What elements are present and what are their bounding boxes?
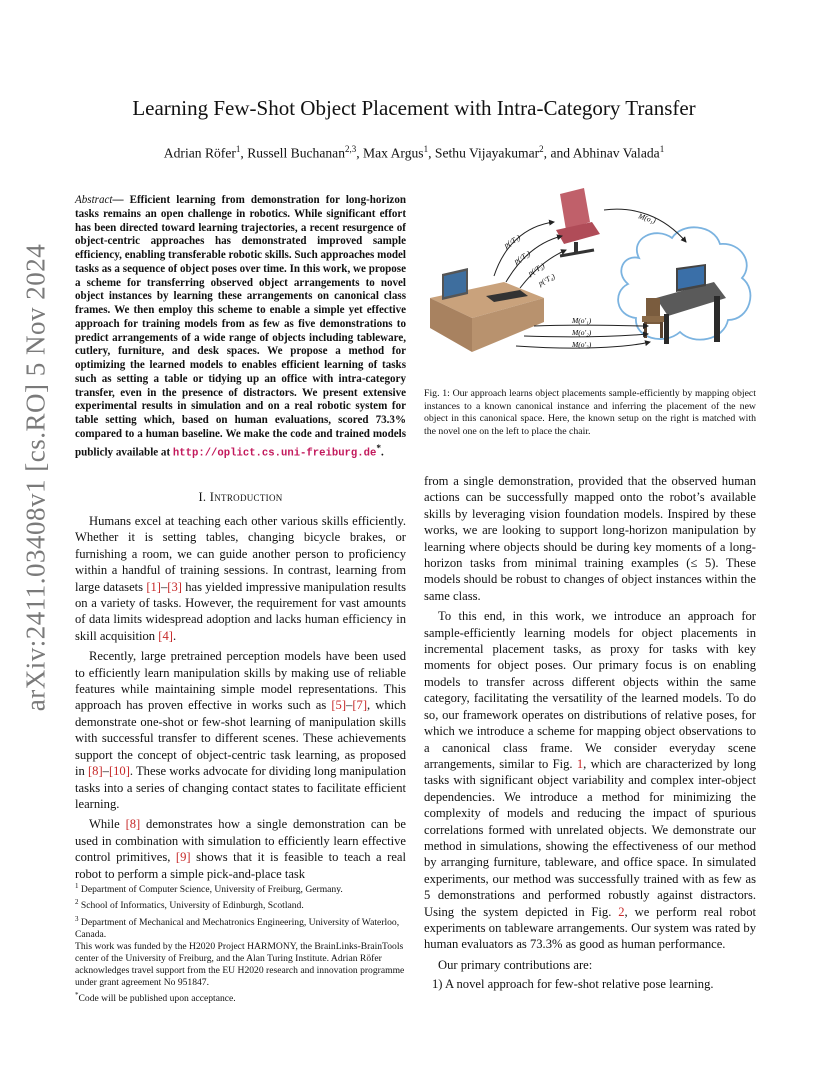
paragraph-text: has yielded impressive manipulation results on a variety of tasks. However, the requirement for vast amounts of data limits widespread adoption and lacks human efficiency in skill acquisition: [75, 579, 406, 643]
footnote-affiliation-1: [75, 880, 406, 896]
figure-1-illustration: [424, 186, 756, 372]
abstract-label: Abstract: [75, 194, 113, 206]
citation-link[interactable]: [9]: [175, 850, 191, 865]
citation-link[interactable]: [8]: [87, 764, 103, 779]
author-affiliation-mark: 1: [423, 144, 429, 154]
author-name: Adrian Röfer: [163, 145, 236, 161]
range-dash: –: [161, 579, 168, 594]
range-dash: –: [102, 764, 109, 779]
paragraph: from a single demonstration, provided that the observed human actions can be successfully mapped onto the robot’s available skills by leveraging vision foundation models. Inspired by these works, we are looking to support long-horizon manipulation by learning where objects should be during key moments of a long-horizon tasks from minimal training examples (≤ 5). These models should be robust to changes of object instances within the same class.: [424, 474, 756, 603]
abstract: [75, 194, 406, 461]
paragraph-text: shows that it is feasible to teach a real robot to perform a simple pick-and-place task: [75, 850, 406, 881]
footnote-text: This work was funded by the H2020 Project HARMONY, the BrainLinks-BrainTools center of the University of Freiburg, and the Alan Turing Institute. Adrian Röfer acknowledges travel support from the EU H2020 research and innovation programme under grant agreement No 951847.: [75, 940, 405, 989]
author-affiliation-mark: 2: [539, 144, 544, 154]
paragraph-text: .: [172, 628, 177, 643]
paragraph-text: . These works advocate for dividing long manipulation tasks into a series of changing contact states to facilitate efficient learning.: [75, 764, 406, 811]
footnote-mark: *: [75, 991, 79, 1000]
mapping-label: M(o′₃): [572, 340, 592, 349]
footnote-affiliation-2: [75, 896, 406, 912]
paragraph: [424, 608, 756, 953]
paragraph-text: While: [89, 817, 126, 832]
footnote-affiliation-3: [75, 913, 406, 941]
author-name: Sethu Vijayakumar: [434, 145, 540, 161]
paragraph-text: To this end, in this work, we introduce an approach for sample-efficiently learning models for object placements in incremental placement tasks, as proxy for tasks with key moments for object poses. Our primary focus is on enabling models to transfer across different objects within the same category, facilitating the versatility of the learned models. To do so, our framework operates on distributions of relative poses, for which we introduce a scheme for mapping object observations to a canonical class frame. We consider everyday scene arrangements, similar to Fig.: [424, 609, 756, 771]
author-name: Max Argus: [363, 145, 424, 161]
arxiv-identifier-stamp: arXiv:2411.03408v1 [cs.RO] 5 Nov 2024: [20, 243, 51, 712]
author-separator: ,: [240, 145, 248, 161]
paragraph: [75, 816, 406, 882]
pose-distribution-label: p(ᶜT₃): [526, 261, 547, 278]
footnote-mark: 1: [75, 882, 79, 890]
paragraph-text: Recently, large pretrained perception models have been used to efficiently learn manipulation skills by making use of reliable features while maintaining simple model representations. This approach has proven effective in works such as: [75, 649, 406, 713]
paragraph-text: demonstrates how a single demonstration can be used in combination with simulation to efficiently learn effective control primitives,: [75, 817, 406, 865]
figure-1-caption: Fig. 1: Our approach learns object placements sample-efficiently by mapping object instances to a known canonical instance and inferring the placement of the new object in this canonical space. Here, the known setup on the right is matched with the novel one on the left to place the chair.: [424, 388, 756, 437]
paragraph-text: , we perform real robot experiments on tableware arrangements. Our system was rated by human evaluators as 73.3% as good as human performance.: [424, 904, 756, 952]
paragraph: [75, 648, 406, 812]
citation-link[interactable]: [5]: [331, 698, 347, 713]
author-affiliation-mark: 1: [659, 144, 665, 154]
pose-distribution-label: p(ᶜT₄): [536, 271, 557, 288]
paragraph: Our primary contributions are:: [438, 957, 593, 972]
footnote-text: School of Informatics, University of Edinburgh, Scotland.: [78, 900, 304, 912]
citation-link[interactable]: [10]: [108, 764, 130, 779]
mapping-label: M(o₁): [637, 211, 657, 226]
footnote-code: [75, 989, 406, 1005]
section-heading-introduction: [75, 490, 406, 505]
range-dash: –: [346, 698, 353, 713]
mapping-label: M(o′₂): [572, 328, 592, 337]
figure-reference-link[interactable]: 2: [618, 904, 625, 919]
paragraph-text: , which demonstrate one-shot or few-shot learning of manipulation skills with successful transfer to different scenes. These achievements support the concept of object-centric task learning, as proposed in: [75, 698, 406, 779]
novel-chair-red: [556, 188, 600, 256]
novel-desk: [430, 268, 544, 352]
footnote-mark: *: [376, 442, 381, 453]
author-affiliation-mark: 2,3: [345, 144, 357, 154]
author-list: [0, 144, 828, 162]
citation-link[interactable]: [3]: [167, 579, 182, 594]
footnote-funding: [75, 941, 406, 989]
pose-distribution-label: p(ᶜT₂): [512, 248, 532, 266]
citation-link[interactable]: [1]: [146, 579, 161, 594]
author-affiliation-mark: 1: [235, 144, 241, 154]
mapping-label: M(o′₁): [572, 316, 592, 325]
footnote-text: Code will be published upon acceptance.: [78, 993, 236, 1005]
left-column-body: [75, 513, 406, 882]
footnote-text: Department of Computer Science, University of Freiburg, Germany.: [78, 884, 343, 896]
project-url-link[interactable]: http://oplict.cs.uni-freiburg.de: [172, 447, 377, 460]
paragraph-text: , which are characterized by long tasks with significant object variability and complex inter-object dependencies. We introduce a method for minimizing the complexity of models and reducing the impact of spurious correlations formed with unrelated objects. We demonstrate our method in simulations, showing the effectiveness of our method by arranging furniture, tableware, and office space. In simulated experiments, our method was successfully trained with as few as 5 demonstrations and performed robustly against distractors. Using the system depicted in Fig.: [424, 756, 756, 919]
abstract-end: .: [380, 446, 384, 459]
paragraph-text: Humans excel at teaching each other various skills efficiently. Whether it is setting tables, changing bicycle brakes, or furnishing a room, we can guide another person to proficiency within a handful of training sessions. In contrast, learning from large datasets: [75, 514, 406, 594]
citation-link[interactable]: [8]: [125, 817, 141, 832]
paper-title: Learning Few-Shot Object Placement with Intra-Category Transfer: [132, 96, 696, 120]
section-number: I.: [198, 490, 207, 504]
abstract-text: Efficient learning from demonstration for long-horizon tasks remains an open challenge in robotics. While significant effort has been directed toward learning trajectories, a recent resurgence of object-centric approaches has demonstrated improved sample efficiency, enabling transferable robotic skills. Such approaches model tasks as a sequence of object poses over time. In this work, we propose a scheme for transferring observed object arrangements to novel object instances by learning these arrangements on canonical class frames. We then employ this scheme to enable a simple yet effective approach for training models from as few as five demonstrations to predict arrangements of a wide range of objects including tableware, cutlery, furniture, and desk spaces. We propose a method for optimizing the learned models to enables efficient learning of tasks such as setting a table or tidying up an office with intra-category transfer, even in the presence of distractors. We present extensive experimental results in simulation and on a real robotic system for table setting which, based on human evaluations, scored 73.3% compared to a human baseline. We make the code and trained models publicly available at: [75, 194, 406, 459]
citation-link[interactable]: [7]: [352, 698, 368, 713]
mapping-arrow: [534, 325, 648, 326]
footnote-mark: 3: [75, 914, 79, 923]
footnotes: [75, 880, 406, 1006]
section-title: Introduction: [209, 490, 283, 504]
pose-distribution-label: p(ᶜT₁): [502, 232, 522, 250]
citation-link[interactable]: [4]: [158, 628, 173, 643]
contribution-list-item: 1) A novel approach for few-shot relative pose learning.: [432, 977, 714, 991]
author-separator: ,: [356, 145, 364, 161]
author-separator-and: , and: [543, 145, 573, 161]
author-name: Russell Buchanan: [247, 145, 345, 161]
author-name: Abhinav Valada: [572, 145, 660, 161]
paragraph: [75, 513, 406, 644]
footnote-mark: 2: [75, 898, 79, 907]
abstract-dash: —: [112, 194, 130, 206]
figure-reference-link[interactable]: 1: [576, 756, 584, 771]
figure-1-svg: [424, 186, 756, 372]
footnote-text: Department of Mechanical and Mechatronics Engineering, University of Waterloo, Canada.: [75, 916, 400, 940]
right-column-body: [424, 473, 756, 973]
author-separator: ,: [428, 145, 435, 161]
